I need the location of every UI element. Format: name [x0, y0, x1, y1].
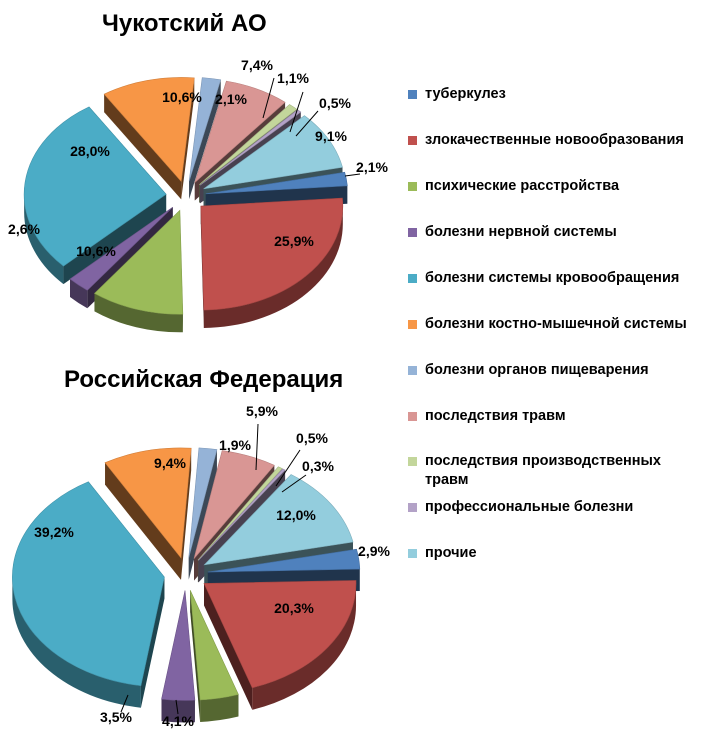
data-label: 9,1%	[315, 128, 347, 144]
legend-item	[408, 544, 695, 563]
legend-label: последствия производственных травм	[425, 453, 661, 488]
legend-label: болезни костно-мышечной системы	[425, 316, 687, 332]
data-label: 10,6%	[162, 89, 202, 105]
legend-label: психические расстройства	[425, 178, 620, 194]
chart-title-russia: Российская Федерация	[64, 366, 344, 393]
data-label: 7,4%	[241, 57, 273, 73]
legend-label: профессиональные болезни	[425, 499, 634, 515]
pie-slice	[201, 198, 343, 310]
data-label: 10,6%	[76, 243, 116, 259]
legend-item	[408, 223, 695, 242]
legend-swatch	[408, 274, 417, 283]
data-label: 2,1%	[215, 91, 247, 107]
pie-1	[12, 403, 390, 729]
data-label: 39,2%	[34, 524, 74, 540]
data-label: 0,3%	[302, 458, 334, 474]
legend-swatch	[408, 320, 417, 329]
legend-swatch	[408, 228, 417, 237]
legend-item	[408, 315, 695, 334]
data-label: 20,3%	[274, 600, 314, 616]
legend-item	[408, 407, 695, 426]
legend-item	[408, 269, 695, 288]
legend-swatch	[408, 503, 417, 512]
data-label: 2,6%	[8, 221, 40, 237]
legend-label: болезни нервной системы	[425, 224, 617, 240]
data-label: 3,5%	[100, 709, 132, 725]
legend-label: болезни органов пищеварения	[425, 362, 649, 378]
pie-0	[8, 57, 388, 332]
data-label: 2,9%	[358, 543, 390, 559]
legend-swatch	[408, 457, 417, 466]
legend-item	[408, 177, 695, 196]
legend-label: туберкулез	[425, 86, 506, 102]
data-label: 2,1%	[356, 159, 388, 175]
legend-label: прочие	[425, 545, 477, 561]
data-label: 1,1%	[277, 70, 309, 86]
chart-title-chukotka: Чукотский АО	[102, 10, 267, 37]
legend-swatch	[408, 412, 417, 421]
legend-item	[408, 498, 695, 517]
legend-label: последствия травм	[425, 408, 566, 424]
legend-swatch	[408, 549, 417, 558]
data-label: 28,0%	[70, 143, 110, 159]
data-label: 1,9%	[219, 437, 251, 453]
legend-item	[408, 452, 695, 490]
legend-label: злокачественные новообразования	[425, 132, 684, 148]
legend-item	[408, 131, 695, 150]
legend-swatch	[408, 90, 417, 99]
data-label: 12,0%	[276, 507, 316, 523]
legend-swatch	[408, 182, 417, 191]
data-label: 25,9%	[274, 233, 314, 249]
legend-swatch	[408, 366, 417, 375]
legend-item	[408, 361, 695, 380]
data-label: 4,1%	[162, 713, 194, 729]
data-label: 0,5%	[319, 95, 351, 111]
legend-swatch	[408, 136, 417, 145]
data-label: 0,5%	[296, 430, 328, 446]
legend-label: болезни системы кровообращения	[425, 270, 680, 286]
data-label: 9,4%	[154, 455, 186, 471]
pie-slice	[162, 590, 195, 700]
legend-item	[408, 85, 695, 104]
data-label: 5,9%	[246, 403, 278, 419]
